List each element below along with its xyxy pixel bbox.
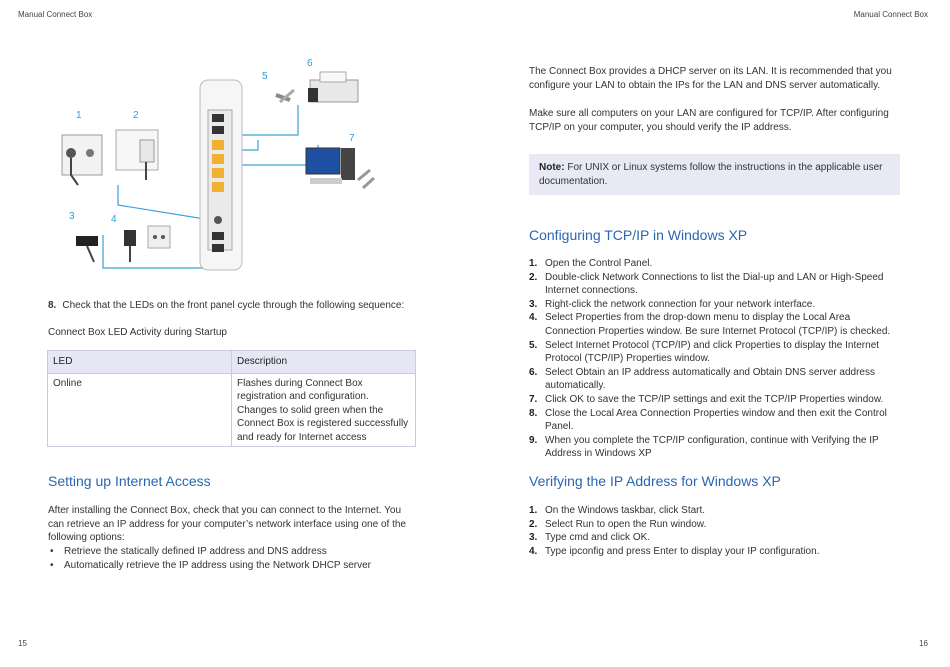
step-text: Right-click the network connection for your network interface.: [545, 298, 816, 310]
step-number: 6.: [529, 366, 538, 378]
list-item: [529, 257, 901, 271]
step-text: When you complete the TCP/IP configuration, continue with Verifying the IP Address in Windows XP: [545, 434, 879, 460]
step-text: Click OK to save the TCP/IP settings and exit the TCP/IP Properties window.: [545, 393, 884, 405]
list-item: [529, 545, 901, 559]
list-item: [529, 504, 901, 518]
tcpip-steps: [529, 257, 901, 461]
step-number: 3.: [529, 298, 538, 310]
page-number-right: 16: [919, 639, 928, 648]
step-number: 7.: [529, 393, 538, 405]
led-column-header: LED: [48, 351, 232, 374]
step-text: Close the Local Area Connection Properties window and then exit the Control Panel.: [545, 407, 887, 433]
list-item: [529, 311, 901, 338]
note-box: [529, 154, 900, 195]
step-text: Select Properties from the drop-down menu to display the Local Area Connection Properties window. Be sure Internet Protocol (TCP/IP) is checked.: [545, 312, 891, 337]
step-text: Select Obtain an IP address automatically and Obtain DNS server address automatically.: [545, 366, 875, 392]
list-item: [529, 271, 901, 298]
header-right: Manual Connect Box: [853, 10, 928, 19]
step-number: 4.: [529, 545, 538, 557]
step-text: On the Windows taskbar, click Start.: [545, 505, 706, 516]
list-item: [529, 393, 901, 407]
note-label: Note:: [539, 162, 565, 173]
tcpip-paragraph: Make sure all computers on your LAN are configured for TCP/IP. After configuring TCP/IP on your computer, you should verify the IP address.: [529, 108, 889, 133]
list-item: [529, 298, 901, 312]
description-column-header: Description: [232, 351, 416, 374]
callout-1: 1: [76, 110, 82, 121]
callout-5: 5: [262, 71, 268, 82]
callout-7: 7: [349, 133, 355, 144]
list-item: [529, 531, 901, 545]
note-text: For UNIX or Linux systems follow the instructions in the applicable user documentation.: [539, 162, 883, 187]
verify-steps: [529, 504, 901, 558]
callout-2: 2: [133, 110, 139, 121]
setup-heading: Setting up Internet Access: [48, 473, 211, 489]
setup-text: After installing the Connect Box, check that you can connect to the Internet. You can retrieve an IP address for your computer’s network interface using one of the following options:: [48, 505, 406, 544]
description-line-1: Flashes during Connect Box registration and configuration.: [237, 377, 369, 403]
step-text: Double-click Network Connections to list the Dial-up and LAN or High-Speed Internet connections.: [545, 271, 884, 297]
connection-diagram: [58, 40, 400, 276]
step-8: [48, 299, 418, 313]
description-cell: [232, 373, 416, 446]
page-number-left: 15: [18, 639, 27, 648]
splitter-icon: [116, 130, 158, 180]
list-item: [529, 366, 901, 393]
step-text: Open the Control Panel.: [545, 258, 653, 269]
verify-heading: Verifying the IP Address for Windows XP: [529, 473, 781, 489]
step-8-text: Check that the LEDs on the front panel cycle through the following sequence:: [62, 300, 405, 311]
description-line-2: Changes to solid green when the Connect Box is registered successfully and ready for Internet access: [237, 404, 409, 443]
callout-4: 4: [111, 214, 117, 225]
step-number: 8.: [529, 407, 538, 419]
step-text: Type ipconfig and press Enter to display your IP configuration.: [545, 545, 820, 557]
tcpip-heading: Configuring TCP/IP in Windows XP: [529, 227, 748, 243]
step-text: Select Run to open the Run window.: [545, 518, 707, 530]
led-table: [47, 350, 416, 447]
step-number: 9.: [529, 434, 538, 446]
wall-socket-icon: [62, 135, 102, 185]
list-item: [529, 518, 901, 532]
power-adapter-icon: [124, 226, 170, 262]
power-plug-icon: [76, 236, 98, 262]
list-item: [529, 407, 901, 434]
step-number: 1.: [529, 258, 538, 269]
table-caption: Connect Box LED Activity during Startup: [48, 327, 227, 338]
step-number: 5.: [529, 339, 538, 351]
phone-connector-icon: [276, 90, 294, 102]
header-left: Manual Connect Box: [18, 10, 93, 19]
list-item: [529, 339, 901, 366]
led-cell: Online: [48, 373, 232, 446]
step-number: 1.: [529, 505, 538, 516]
diagram-illustration: [58, 40, 400, 276]
step-8-number: 8.: [48, 300, 57, 311]
led-table-header: [48, 351, 416, 374]
step-number: 4.: [529, 312, 538, 324]
step-number: 2.: [529, 518, 538, 530]
fax-machine-icon: [308, 72, 358, 102]
step-number: 3.: [529, 532, 538, 544]
router-icon: [200, 80, 242, 270]
table-row: [48, 373, 416, 446]
setup-bullets: [48, 545, 416, 572]
list-item: • Automatically retrieve the IP address using the Network DHCP server: [48, 559, 416, 573]
step-number: 2.: [529, 271, 538, 283]
callout-6: 6: [307, 58, 313, 69]
list-item: • Retrieve the statically defined IP address and DNS address: [48, 545, 416, 559]
list-item: [529, 434, 901, 461]
step-text: Type cmd and click OK.: [545, 532, 651, 544]
step-text: Select Internet Protocol (TCP/IP) and click Properties to display the Internet Protocol (TCP/IP) Properties window.: [545, 339, 880, 365]
dhcp-paragraph: The Connect Box provides a DHCP server on its LAN. It is recommended that you configure your LAN to obtain the IPs for the LAN and DNS server automatically.: [529, 66, 892, 91]
computer-icon: [306, 148, 374, 188]
callout-3: 3: [69, 211, 75, 222]
